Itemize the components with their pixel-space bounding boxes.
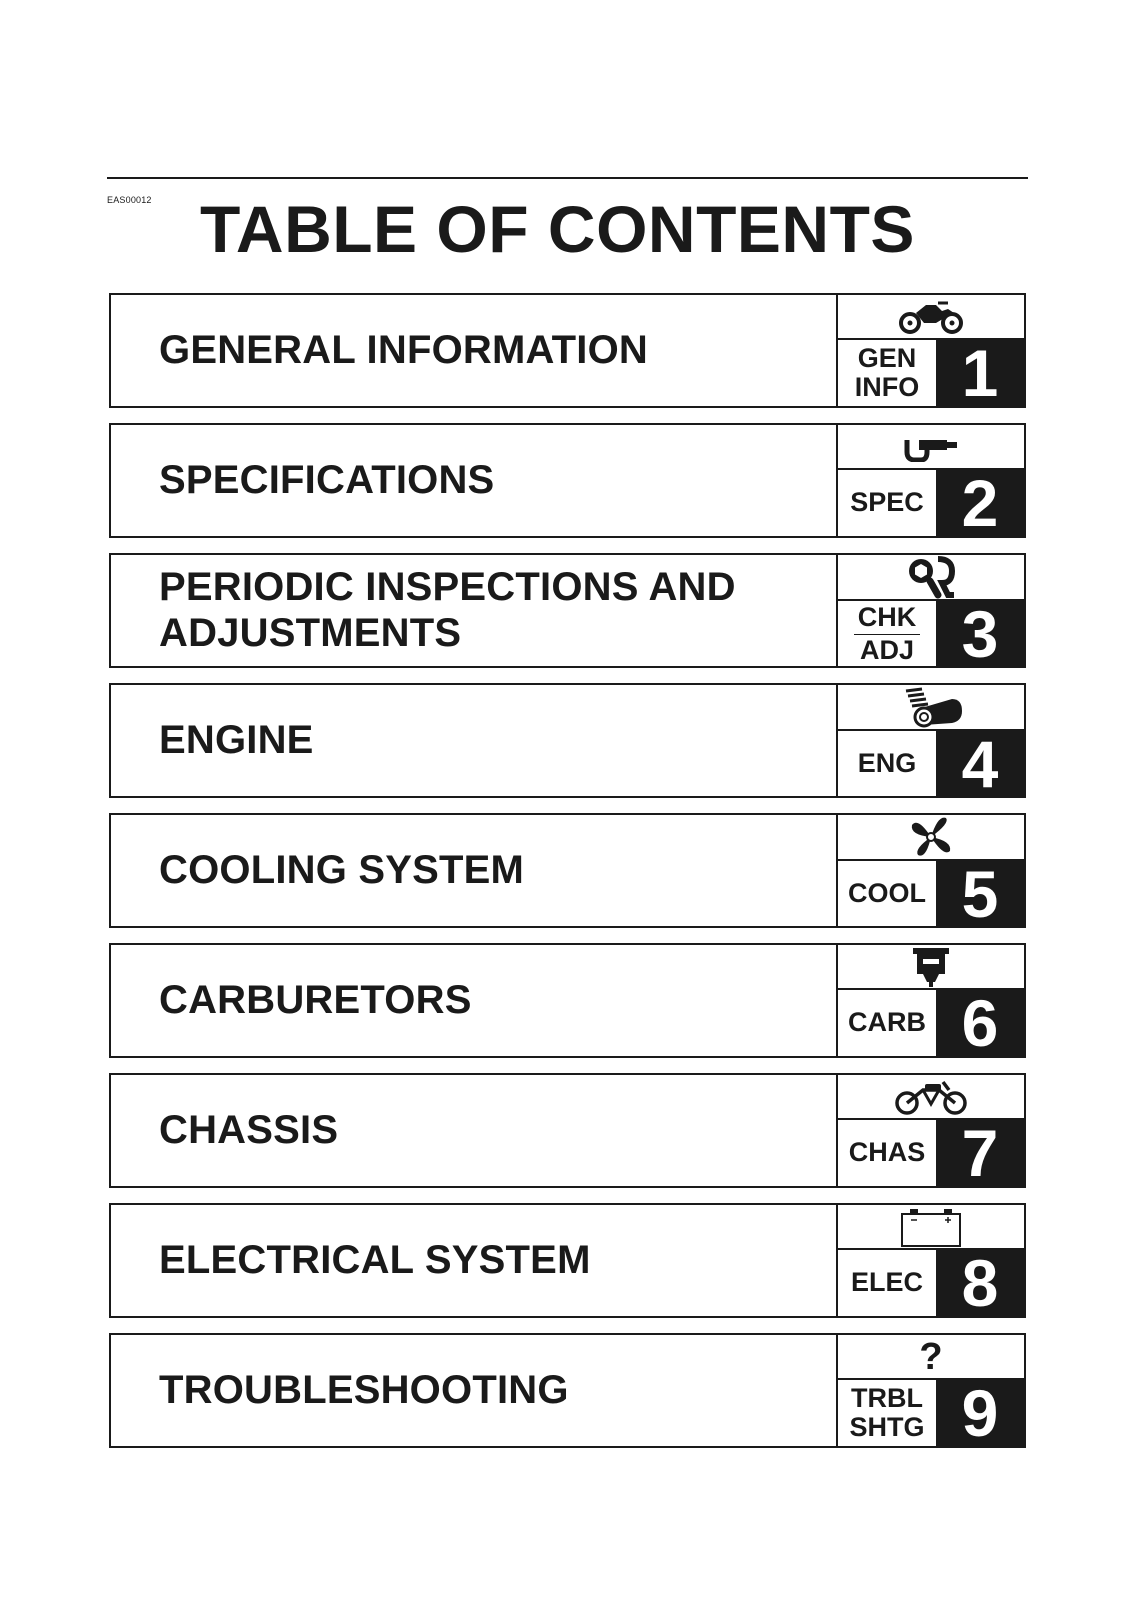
section-tab[interactable] — [838, 685, 1024, 801]
abbreviation-line: CHK — [854, 603, 921, 634]
abbreviation-line: ADJ — [859, 634, 914, 665]
top-rule — [107, 177, 1028, 179]
tab-label-row — [838, 857, 1024, 931]
toc-entry[interactable] — [109, 813, 1026, 931]
abbreviation-line: GEN — [857, 342, 917, 373]
section-abbreviation — [838, 1250, 936, 1316]
toc-entry-title: CARBURETORS — [111, 945, 838, 1056]
section-abbreviation — [838, 990, 936, 1056]
toc-entry[interactable] — [109, 1203, 1026, 1318]
abbreviation-line: SHTG — [849, 1412, 925, 1442]
tab-label-row — [838, 597, 1024, 671]
toc-entry[interactable] — [109, 423, 1026, 538]
carburetor-icon — [838, 945, 1024, 990]
section-number: 5 — [936, 861, 1024, 927]
toc-entry[interactable] — [109, 1333, 1026, 1448]
tab-label-row — [838, 466, 1024, 540]
toc-list — [109, 293, 1026, 1463]
toc-entry-title: ELECTRICAL SYSTEM — [111, 1205, 838, 1316]
section-abbreviation — [838, 340, 936, 406]
tab-label-row — [838, 1376, 1024, 1450]
question-icon — [838, 1335, 1024, 1380]
wrench-icon — [838, 555, 1024, 601]
abbreviation-line: COOL — [848, 878, 926, 909]
section-number: 1 — [936, 340, 1024, 406]
chassis-icon — [838, 1075, 1024, 1120]
section-tab[interactable] — [838, 1075, 1024, 1190]
doc-code: EAS00012 — [107, 195, 152, 205]
section-tab[interactable] — [838, 295, 1024, 410]
abbreviation-line: CHAS — [848, 1137, 926, 1168]
toc-entry[interactable] — [109, 1073, 1026, 1188]
toc-entry[interactable] — [109, 683, 1026, 801]
abbreviation-line: ENG — [857, 748, 917, 779]
section-number: 4 — [936, 731, 1024, 797]
section-tab[interactable] — [838, 815, 1024, 931]
section-abbreviation — [838, 1120, 936, 1186]
caliper-icon — [838, 425, 1024, 470]
tab-label-row — [838, 1246, 1024, 1320]
tab-label-row — [838, 986, 1024, 1060]
abbreviation-line: SPEC — [850, 487, 924, 518]
page-title: TABLE OF CONTENTS — [200, 192, 915, 266]
toc-entry-title: CHASSIS — [111, 1075, 838, 1186]
toc-entry-title: COOLING SYSTEM — [111, 815, 838, 926]
toc-entry-title: TROUBLESHOOTING — [111, 1335, 838, 1446]
section-abbreviation — [838, 601, 936, 667]
section-number: 6 — [936, 990, 1024, 1056]
battery-icon — [838, 1205, 1024, 1250]
section-number: 2 — [936, 470, 1024, 536]
abbreviation-line: CARB — [848, 1007, 926, 1038]
section-abbreviation — [838, 731, 936, 797]
engine-icon — [838, 685, 1024, 731]
section-number: 9 — [936, 1380, 1024, 1446]
section-number: 7 — [936, 1120, 1024, 1186]
section-tab[interactable] — [838, 945, 1024, 1060]
section-tab[interactable] — [838, 555, 1024, 671]
tab-label-row — [838, 727, 1024, 801]
tab-label-row — [838, 1116, 1024, 1190]
motorcycle-icon — [838, 295, 1024, 340]
section-abbreviation — [838, 470, 936, 536]
section-tab[interactable] — [838, 425, 1024, 540]
toc-entry-title: GENERAL INFORMATION — [111, 295, 838, 406]
toc-entry-title: PERIODIC INSPECTIONS AND ADJUSTMENTS — [111, 555, 838, 666]
tab-label-row — [838, 336, 1024, 410]
fan-icon — [838, 815, 1024, 861]
toc-entry-title: ENGINE — [111, 685, 838, 796]
abbreviation-line: INFO — [854, 372, 920, 402]
toc-entry-title: SPECIFICATIONS — [111, 425, 838, 536]
abbreviation-line: ELEC — [850, 1267, 923, 1298]
toc-entry[interactable] — [109, 943, 1026, 1058]
section-abbreviation — [838, 1380, 936, 1446]
section-tab[interactable] — [838, 1335, 1024, 1450]
section-abbreviation — [838, 861, 936, 927]
question-glyph: ? — [919, 1335, 943, 1378]
section-tab[interactable] — [838, 1205, 1024, 1320]
section-number: 3 — [936, 601, 1024, 667]
toc-entry[interactable] — [109, 293, 1026, 408]
toc-entry[interactable] — [109, 553, 1026, 671]
section-number: 8 — [936, 1250, 1024, 1316]
abbreviation-line: TRBL — [851, 1382, 923, 1413]
